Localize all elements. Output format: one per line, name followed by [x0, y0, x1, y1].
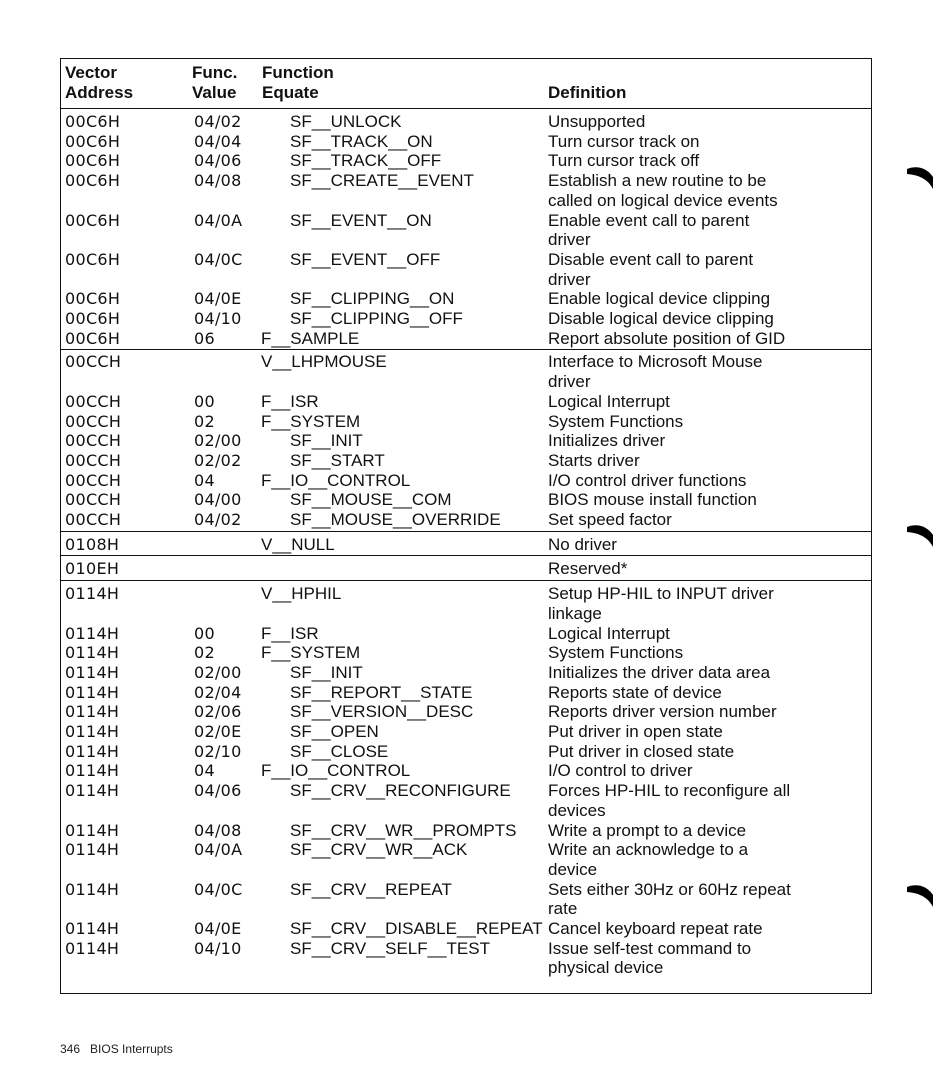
- definition-cell: Write a prompt to a device: [548, 820, 747, 840]
- vector-address-cell: 00C6H: [65, 151, 121, 171]
- vector-address-cell: 0114H: [65, 919, 120, 938]
- definition-cell: Interface to Microsoft Mouse: [548, 352, 763, 372]
- vector-address-cell: 00C6H: [65, 249, 121, 269]
- vector-address-cell: 00CCH: [65, 411, 122, 431]
- func-value-cell: 00: [194, 391, 215, 411]
- vector-address-cell: 0114H: [65, 840, 120, 860]
- vector-address-cell: 0114H: [65, 623, 120, 643]
- definition-cell: Issue self-test command to: [548, 938, 752, 958]
- func-value-cell: 02: [194, 643, 215, 663]
- function-equate-cell: SF__CLIPPING__OFF: [290, 309, 463, 328]
- table-row: [61, 309, 871, 329]
- margin-change-mark: [905, 521, 935, 549]
- function-equate-cell: SF__REPORT__STATE: [290, 682, 473, 702]
- definition-cell: devices: [548, 800, 606, 820]
- func-value-cell: 04/08: [194, 820, 242, 840]
- vector-address-cell: 0114H: [65, 761, 120, 781]
- table-row: [61, 683, 871, 703]
- table-row: [61, 821, 871, 841]
- page-footer: [60, 1042, 173, 1056]
- table-row: [61, 604, 871, 624]
- vector-address-cell: 00CCH: [65, 490, 122, 510]
- definition-cell: Report absolute position of GID: [548, 328, 786, 348]
- func-value-cell: 02/00: [194, 431, 242, 451]
- function-equate-cell: F__SAMPLE: [261, 328, 360, 348]
- definition-cell: called on logical device events: [548, 190, 778, 210]
- definition-cell: Reports driver version number: [548, 702, 777, 722]
- table-row: [61, 132, 871, 152]
- vector-address-cell: 0114H: [65, 938, 120, 958]
- vector-address-cell: 0114H: [65, 584, 120, 604]
- definition-cell: driver: [548, 372, 591, 392]
- table-row: [61, 860, 871, 880]
- function-equate-cell: SF__TRACK__ON: [290, 131, 433, 151]
- func-value-cell: 02: [194, 411, 215, 431]
- vector-address-cell: 00C6H: [65, 210, 121, 230]
- table-row: [61, 939, 871, 959]
- func-value-cell: 04/0C: [194, 879, 243, 899]
- function-equate-cell: F__ISR: [261, 391, 319, 411]
- function-equate-cell: SF__INIT: [290, 662, 363, 682]
- func-value-cell: 04/02: [194, 112, 242, 131]
- vector-address-cell: 0114H: [65, 702, 120, 722]
- function-equate-cell: SF__VERSION__DESC: [290, 702, 474, 722]
- header-equate: Equate: [262, 83, 319, 102]
- table-row: [61, 112, 871, 132]
- table-row: [61, 624, 871, 644]
- section-title: BIOS Interrupts: [90, 1042, 173, 1056]
- definition-cell: Setup HP-HIL to INPUT driver: [548, 584, 774, 604]
- definition-cell: Starts driver: [548, 450, 640, 470]
- func-value-cell: 04: [194, 470, 215, 490]
- vector-address-cell: 00CCH: [65, 510, 122, 529]
- func-value-cell: 04/0A: [194, 840, 243, 860]
- function-equate-cell: SF__CREATE__EVENT: [290, 171, 474, 191]
- func-value-cell: 02/00: [194, 662, 242, 682]
- definition-cell: Write an acknowledge to a: [548, 840, 749, 860]
- function-equate-cell: V__NULL: [261, 534, 335, 554]
- definition-cell: Establish a new routine to be: [548, 171, 767, 191]
- function-equate-cell: SF__CRV__WR__PROMPTS: [290, 820, 517, 840]
- vector-address-cell: 00C6H: [65, 289, 121, 309]
- table-row: [61, 151, 871, 171]
- vector-address-cell: 0114H: [65, 781, 120, 801]
- definition-cell: Put driver in closed state: [548, 741, 735, 761]
- func-value-cell: 02/10: [194, 741, 242, 761]
- table-row: [61, 329, 871, 349]
- definition-cell: Cancel keyboard repeat rate: [548, 919, 763, 938]
- table-row: [61, 392, 871, 412]
- table-row: [61, 742, 871, 762]
- group-separator: [61, 555, 871, 556]
- group-separator: [61, 580, 871, 581]
- func-value-cell: 04: [194, 761, 215, 781]
- vector-address-cell: 0108H: [65, 534, 120, 554]
- vector-address-cell: 0114H: [65, 682, 120, 702]
- group-separator: [61, 531, 871, 532]
- table-row: [61, 431, 871, 451]
- definition-cell: Logical Interrupt: [548, 623, 670, 643]
- definition-cell: Unsupported: [548, 112, 646, 131]
- function-equate-cell: SF__CRV__DISABLE__REPEAT: [290, 919, 543, 938]
- vector-address-cell: 00C6H: [65, 112, 121, 131]
- func-value-cell: 04/04: [194, 131, 242, 151]
- table-row: [61, 372, 871, 392]
- func-value-cell: 04/08: [194, 171, 242, 191]
- function-equate-cell: SF__EVENT__ON: [290, 210, 432, 230]
- table-row: [61, 781, 871, 801]
- func-value-cell: 04/10: [194, 309, 242, 328]
- definition-cell: driver: [548, 230, 591, 250]
- header-function: Function: [262, 63, 334, 82]
- func-value-cell: 04/06: [194, 781, 242, 801]
- definition-cell: device: [548, 859, 598, 879]
- header-func: Func.: [192, 63, 238, 82]
- definition-cell: Disable logical device clipping: [548, 309, 774, 328]
- table-row: [61, 250, 871, 270]
- table-row: [61, 880, 871, 900]
- func-value-cell: 00: [194, 623, 215, 643]
- table-row: [61, 722, 871, 742]
- definition-cell: Turn cursor track off: [548, 151, 700, 171]
- func-value-cell: 04/0A: [194, 210, 243, 230]
- definition-cell: Turn cursor track on: [548, 131, 700, 151]
- page-number: 346: [60, 1042, 81, 1056]
- definition-cell: rate: [548, 899, 578, 919]
- function-equate-cell: SF__EVENT__OFF: [290, 249, 441, 269]
- table-row: [61, 230, 871, 250]
- table-row: [61, 761, 871, 781]
- table-row: [61, 840, 871, 860]
- table-row: [61, 958, 871, 978]
- func-value-cell: 04/10: [194, 938, 242, 958]
- table-row: [61, 584, 871, 604]
- bios-interrupt-table: [60, 58, 872, 994]
- function-equate-cell: SF__MOUSE__OVERRIDE: [290, 510, 501, 529]
- function-equate-cell: F__SYSTEM: [261, 643, 361, 663]
- function-equate-cell: V__HPHIL: [261, 584, 342, 604]
- vector-address-cell: 00C6H: [65, 131, 121, 151]
- vector-address-cell: 0114H: [65, 662, 120, 682]
- definition-cell: Enable event call to parent: [548, 210, 750, 230]
- table-row: [61, 352, 871, 372]
- vector-address-cell: 0114H: [65, 741, 120, 761]
- function-equate-cell: SF__CRV__WR__ACK: [290, 840, 468, 860]
- table-row: [61, 702, 871, 722]
- vector-address-cell: 00C6H: [65, 171, 121, 191]
- function-equate-cell: F__SYSTEM: [261, 411, 361, 431]
- function-equate-cell: SF__START: [290, 450, 385, 470]
- margin-change-mark: [905, 881, 935, 909]
- func-value-cell: 04/0E: [194, 289, 242, 309]
- func-value-cell: 04/0E: [194, 919, 242, 938]
- table-row: [61, 663, 871, 683]
- table-row: [61, 171, 871, 191]
- vector-address-cell: 00CCH: [65, 431, 122, 451]
- vector-address-cell: 010EH: [65, 559, 120, 579]
- table-row: [61, 510, 871, 530]
- definition-cell: Put driver in open state: [548, 722, 723, 741]
- table-row: [61, 643, 871, 663]
- func-value-cell: 02/06: [194, 702, 242, 722]
- vector-address-cell: 0114H: [65, 643, 120, 663]
- vector-address-cell: 00CCH: [65, 391, 122, 411]
- function-equate-cell: SF__OPEN: [290, 722, 379, 741]
- func-value-cell: 02/0E: [194, 722, 242, 741]
- definition-cell: Logical Interrupt: [548, 391, 670, 411]
- table-row: [61, 211, 871, 231]
- function-equate-cell: F__IO__CONTROL: [261, 761, 411, 781]
- definition-cell: Reports state of device: [548, 682, 722, 702]
- table-row: [61, 919, 871, 939]
- table-row: [61, 289, 871, 309]
- header-address: Address: [65, 83, 134, 102]
- group-separator: [61, 349, 871, 350]
- vector-address-cell: 00CCH: [65, 450, 122, 470]
- definition-cell: No driver: [548, 534, 617, 554]
- func-value-cell: 06: [194, 328, 215, 348]
- margin-change-mark: [905, 163, 935, 191]
- function-equate-cell: SF__MOUSE__COM: [290, 490, 452, 510]
- definition-cell: I/O control to driver: [548, 761, 693, 781]
- vector-address-cell: 00CCH: [65, 352, 122, 372]
- definition-cell: driver: [548, 269, 591, 289]
- table-row: [61, 451, 871, 471]
- header-vector: Vector: [65, 63, 117, 82]
- table-row: [61, 899, 871, 919]
- header-value: Value: [192, 83, 237, 102]
- func-value-cell: 02/04: [194, 682, 242, 702]
- func-value-cell: 02/02: [194, 450, 242, 470]
- table-row: [61, 490, 871, 510]
- vector-address-cell: 0114H: [65, 820, 120, 840]
- func-value-cell: 04/06: [194, 151, 242, 171]
- function-equate-cell: V__LHPMOUSE: [261, 352, 387, 372]
- table-row: [61, 191, 871, 211]
- definition-cell: I/O control driver functions: [548, 470, 747, 490]
- vector-address-cell: 0114H: [65, 879, 120, 899]
- function-equate-cell: F__IO__CONTROL: [261, 470, 411, 490]
- header-definition: Definition: [548, 83, 627, 102]
- vector-address-cell: 00C6H: [65, 309, 121, 328]
- table-header: [61, 59, 871, 109]
- table-row: [61, 535, 871, 555]
- table-row: [61, 270, 871, 290]
- function-equate-cell: SF__INIT: [290, 431, 363, 451]
- function-equate-cell: SF__CRV__REPEAT: [290, 879, 452, 899]
- definition-cell: linkage: [548, 603, 602, 623]
- vector-address-cell: 00CCH: [65, 470, 122, 490]
- definition-cell: Set speed factor: [548, 510, 672, 529]
- definition-cell: physical device: [548, 958, 664, 978]
- function-equate-cell: SF__CRV__RECONFIGURE: [290, 781, 511, 801]
- definition-cell: Initializes driver: [548, 431, 666, 451]
- func-value-cell: 04/02: [194, 510, 242, 529]
- function-equate-cell: SF__CLIPPING__ON: [290, 289, 455, 309]
- definition-cell: BIOS mouse install function: [548, 490, 757, 510]
- function-equate-cell: F__ISR: [261, 623, 319, 643]
- func-value-cell: 04/0C: [194, 249, 243, 269]
- function-equate-cell: SF__CRV__SELF__TEST: [290, 938, 490, 958]
- table-row: [61, 471, 871, 491]
- definition-cell: Sets either 30Hz or 60Hz repeat: [548, 879, 791, 899]
- definition-cell: Enable logical device clipping: [548, 289, 771, 309]
- func-value-cell: 04/00: [194, 490, 242, 510]
- table-row: [61, 801, 871, 821]
- table-row: [61, 559, 871, 579]
- definition-cell: Forces HP-HIL to reconfigure all: [548, 781, 791, 801]
- definition-cell: System Functions: [548, 411, 684, 431]
- definition-cell: Initializes the driver data area: [548, 662, 771, 682]
- definition-cell: Disable event call to parent: [548, 249, 754, 269]
- function-equate-cell: SF__UNLOCK: [290, 112, 402, 131]
- function-equate-cell: SF__CLOSE: [290, 741, 389, 761]
- vector-address-cell: 00C6H: [65, 328, 121, 348]
- definition-cell: System Functions: [548, 643, 684, 663]
- vector-address-cell: 0114H: [65, 722, 120, 741]
- function-equate-cell: SF__TRACK__OFF: [290, 151, 442, 171]
- definition-cell: Reserved*: [548, 559, 628, 579]
- table-row: [61, 412, 871, 432]
